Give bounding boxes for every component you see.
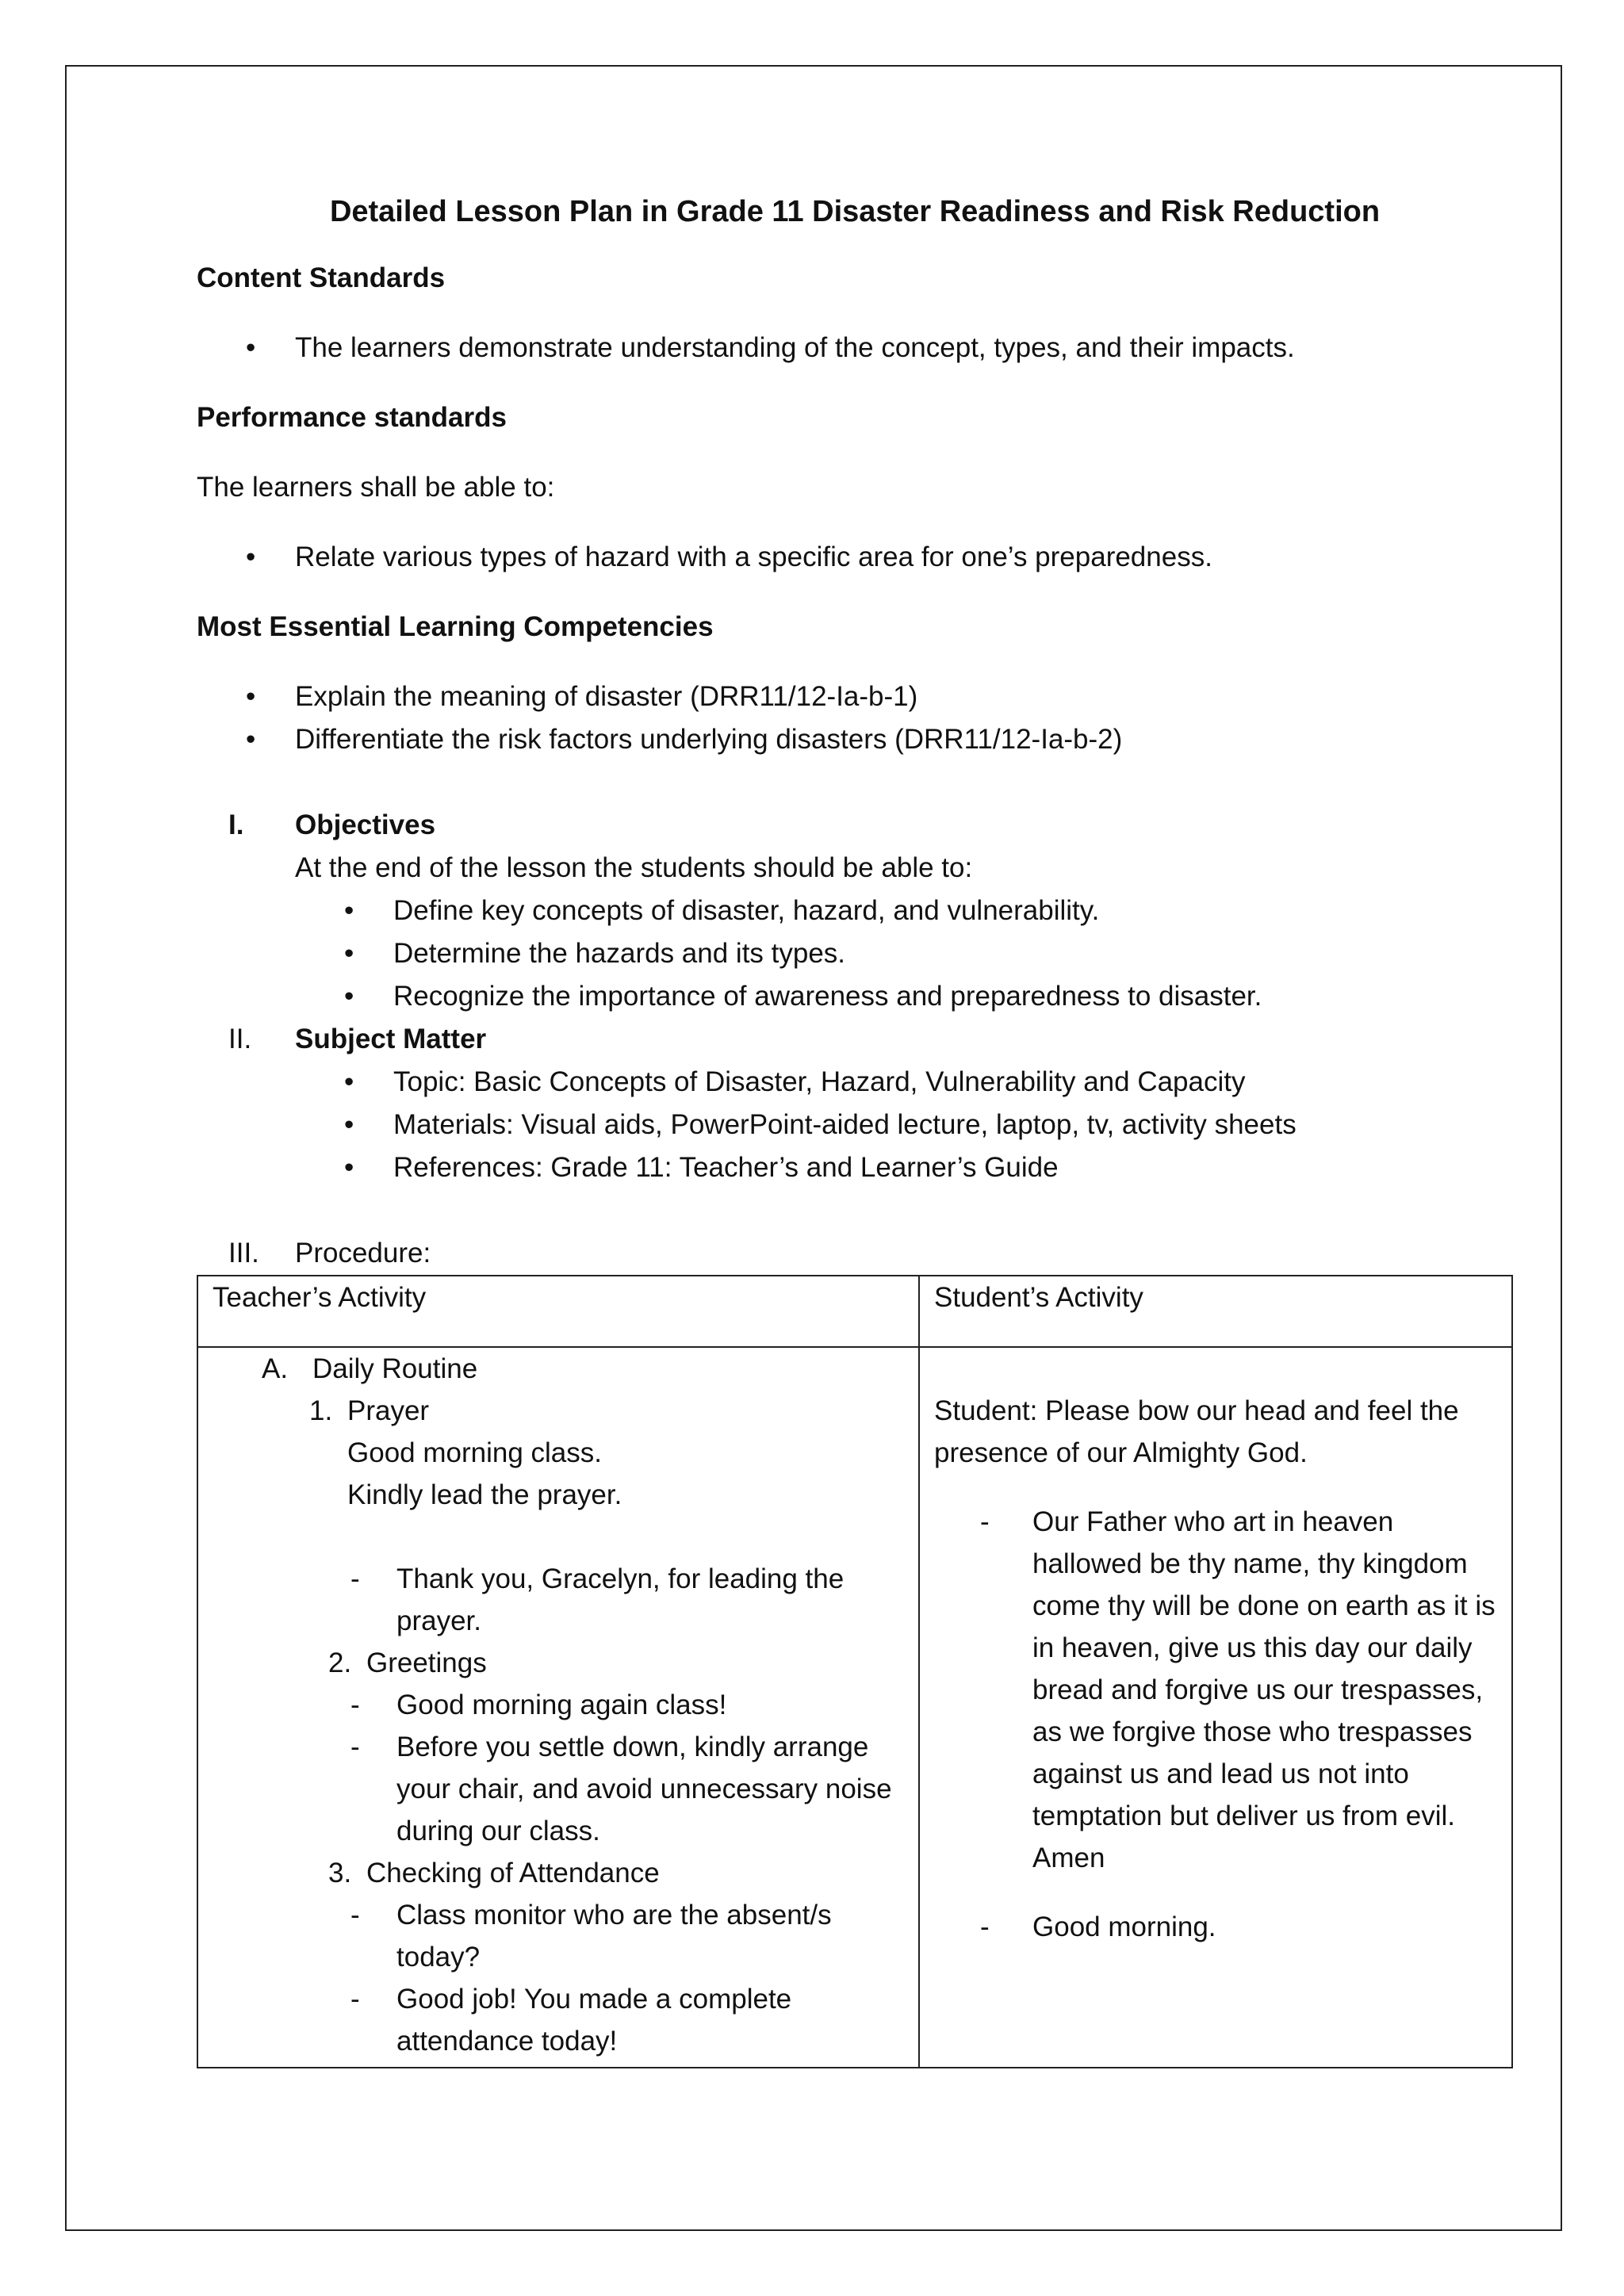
dash-item xyxy=(934,1906,1497,1948)
text-line: hallowed be thy name, thy kingdom xyxy=(1032,1548,1468,1579)
list-item: • Define key concepts of disaster, hazard, and vulnerability. xyxy=(295,890,1513,932)
document-title: Detailed Lesson Plan in Grade 11 Disaster Readiness and Risk Reduction xyxy=(329,195,1381,228)
procedure-table xyxy=(197,1275,1513,2068)
text-line: Good morning class. xyxy=(347,1437,602,1468)
dash-item xyxy=(213,1978,904,2062)
prayer-item xyxy=(213,1390,904,1432)
dash-marker: - xyxy=(350,1984,360,2015)
procedure-section xyxy=(197,1232,1513,1275)
competencies-heading: Most Essential Learning Competencies xyxy=(197,611,714,642)
text-line: Good morning again class! xyxy=(396,1689,727,1720)
greetings-item xyxy=(213,1642,904,1684)
text-line: come thy will be done on earth as it is xyxy=(1032,1590,1496,1621)
teacher-activity-cell xyxy=(197,1347,919,2068)
dash-item xyxy=(934,1501,1497,1879)
subject-matter-list xyxy=(197,1061,1513,1189)
dash-item xyxy=(213,1894,904,1978)
objectives-section xyxy=(197,804,1513,890)
student-activity-cell xyxy=(919,1347,1512,2068)
content-standards-heading: Content Standards xyxy=(197,262,446,293)
daily-routine-label: Daily Routine xyxy=(312,1353,478,1384)
teacher-activity-header: Teacher’s Activity xyxy=(197,1276,919,1347)
text-line: Class monitor who are the absent/s xyxy=(396,1900,832,1931)
content-standards-list xyxy=(197,327,1513,369)
performance-standards-heading: Performance standards xyxy=(197,402,507,433)
list-item: • The learners demonstrate understanding of the concept, types, and their impacts. xyxy=(197,327,1513,369)
list-marker: 2. xyxy=(328,1647,352,1678)
student-activity-header: Student’s Activity xyxy=(919,1276,1512,1347)
text-line: temptation but deliver us from evil. xyxy=(1032,1800,1456,1831)
dash-item xyxy=(213,1684,904,1726)
list-item: • References: Grade 11: Teacher’s and Learner’s Guide xyxy=(295,1146,1513,1189)
text-line: attendance today! xyxy=(396,2026,618,2057)
procedure-heading: Procedure: xyxy=(295,1238,431,1269)
text-line: in heaven, give us this day our daily xyxy=(1032,1632,1473,1663)
dash-marker: - xyxy=(350,1689,360,1720)
objectives-list xyxy=(197,890,1513,1018)
dash-item xyxy=(213,1726,904,1852)
text-line: your chair, and avoid unnecessary noise xyxy=(396,1774,892,1804)
table-row xyxy=(197,1347,1512,2068)
section-number: II. xyxy=(228,1024,252,1054)
text-line: Student: Please bow our head and feel the xyxy=(934,1395,1459,1426)
text-line: Good job! You made a complete xyxy=(396,1984,792,2015)
text-line: Kindly lead the prayer. xyxy=(347,1479,622,1510)
dash-marker: - xyxy=(980,1911,990,1942)
text-line: as we forgive those who trespasses xyxy=(1032,1716,1473,1747)
text-line: bread and forgive us our trespasses, xyxy=(1032,1674,1484,1705)
list-item: • Materials: Visual aids, PowerPoint-aided lecture, laptop, tv, activity sheets xyxy=(295,1104,1513,1146)
lesson-plan-document xyxy=(197,190,1513,2068)
objectives-intro: At the end of the lesson the students should be able to: xyxy=(295,852,973,883)
spacer xyxy=(213,1516,904,1558)
text-line: Amen xyxy=(1032,1843,1105,1873)
section-number: I. xyxy=(228,809,244,840)
list-item: • Differentiate the risk factors underlying disasters (DRR11/12-Ia-b-2) xyxy=(197,718,1513,761)
performance-standards-intro: The learners shall be able to: xyxy=(197,472,555,503)
dash-marker: - xyxy=(350,1563,360,1594)
competencies-list xyxy=(197,675,1513,761)
dash-marker: - xyxy=(350,1732,360,1762)
text-line: Our Father who art in heaven xyxy=(1032,1506,1394,1537)
text-line: prayer. xyxy=(396,1605,481,1636)
objectives-heading: Objectives xyxy=(295,809,436,840)
table-header-row xyxy=(197,1276,1512,1347)
performance-standards-list xyxy=(197,536,1513,579)
text-line: against us and lead us not into xyxy=(1032,1758,1409,1789)
attendance-item xyxy=(213,1852,904,1894)
text-line: presence of our Almighty God. xyxy=(934,1437,1308,1468)
prayer-label: Prayer xyxy=(347,1395,430,1426)
section-number: III. xyxy=(228,1238,259,1269)
list-marker: 1. xyxy=(309,1395,333,1426)
dash-marker: - xyxy=(980,1506,990,1537)
text-line: during our class. xyxy=(396,1816,600,1846)
attendance-label: Checking of Attendance xyxy=(366,1858,660,1888)
text-line: Before you settle down, kindly arrange xyxy=(396,1732,869,1762)
subject-matter-section xyxy=(197,1018,1513,1061)
dash-item xyxy=(213,1558,904,1642)
list-marker: A. xyxy=(262,1353,289,1384)
text-line: Good morning. xyxy=(1032,1911,1216,1942)
text-line: Thank you, Gracelyn, for leading the xyxy=(396,1563,845,1594)
greetings-label: Greetings xyxy=(366,1647,487,1678)
list-item: • Determine the hazards and its types. xyxy=(295,932,1513,975)
list-item: • Relate various types of hazard with a specific area for one’s preparedness. xyxy=(197,536,1513,579)
spacer xyxy=(934,1348,1497,1390)
daily-routine xyxy=(213,1348,904,1390)
list-item: • Recognize the importance of awareness and preparedness to disaster. xyxy=(295,975,1513,1018)
subject-matter-heading: Subject Matter xyxy=(295,1024,487,1054)
list-item: • Explain the meaning of disaster (DRR11/12-Ia-b-1) xyxy=(197,675,1513,718)
dash-marker: - xyxy=(350,1900,360,1931)
text-line: today? xyxy=(396,1942,481,1973)
list-marker: 3. xyxy=(328,1858,352,1888)
list-item: • Topic: Basic Concepts of Disaster, Hazard, Vulnerability and Capacity xyxy=(295,1061,1513,1104)
